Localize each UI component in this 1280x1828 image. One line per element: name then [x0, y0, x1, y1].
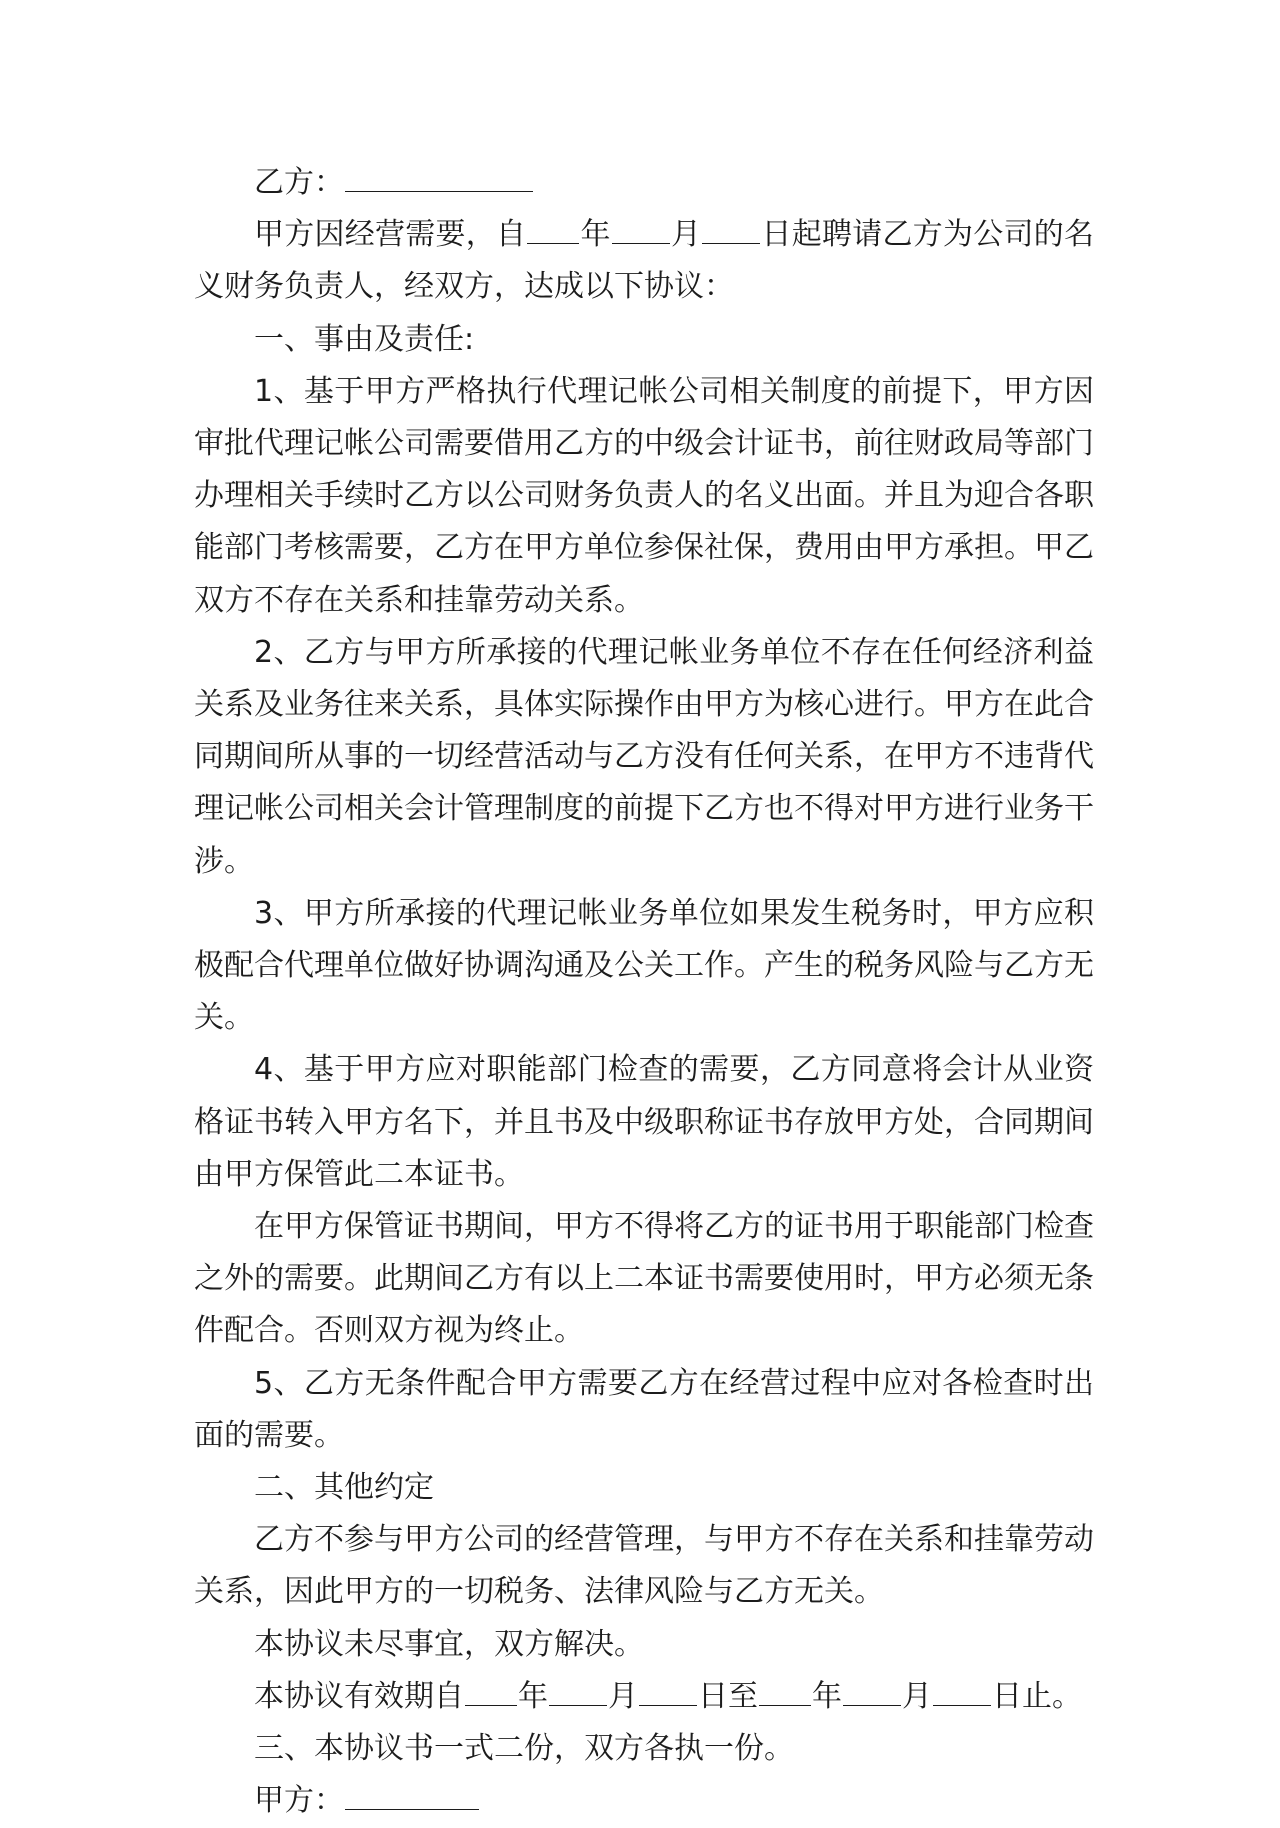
- party-a-signature-blank[interactable]: [345, 1779, 479, 1810]
- validity-end-year-blank[interactable]: [759, 1675, 811, 1706]
- section-1-title: 一、事由及责任:: [254, 321, 475, 357]
- validity-line: [194, 1671, 1094, 1723]
- intro-year-label: 年: [580, 217, 611, 253]
- validity-month-label: 月: [608, 1678, 638, 1714]
- validity-text-start: 本协议有效期自: [254, 1678, 464, 1714]
- clause-4: 4、基于甲方应对职能部门检查的需要，乙方同意将会计从业资格证书转入甲方名下，并且书及中级职称证书存放甲方处，合同期间由甲方保管此二本证书。: [194, 1052, 1094, 1192]
- validity-day-to-label: 日至: [698, 1678, 758, 1714]
- validity-month2-label: 月: [902, 1678, 932, 1714]
- validity-day-end-label: 日止。: [992, 1678, 1082, 1714]
- agreement-document: [194, 157, 1094, 1828]
- party-a-line: [194, 1775, 1094, 1827]
- clause-4-continued: 在甲方保管证书期间，甲方不得将乙方的证书用于职能部门检查之外的需要。此期间乙方有以上二本证书需要使用时，甲方必须无条件配合。否则双方视为终止。: [194, 1209, 1094, 1349]
- section-3-title: 三、本协议书一式二份，双方各执一份。: [254, 1731, 794, 1767]
- party-b-label: 乙方：: [254, 165, 344, 200]
- clause-3: 3、甲方所承接的代理记帐业务单位如果发生税务时，甲方应积极配合代理单位做好协调沟通及公关工作。产生的税务风险与乙方无关。: [194, 895, 1094, 1036]
- other-clause-1: 乙方不参与甲方公司的经营管理，与甲方不存在关系和挂靠劳动关系，因此甲方的一切税务、法律风险与乙方无关。: [194, 1522, 1094, 1610]
- intro-month-label: 月: [670, 217, 702, 253]
- intro-text-start: 甲方因经营需要，自: [254, 217, 527, 253]
- validity-end-month-blank[interactable]: [843, 1675, 901, 1706]
- clause-5: 5、乙方无条件配合甲方需要乙方在经营过程中应对各检查时出面的需要。: [194, 1365, 1094, 1453]
- intro-month-blank[interactable]: [612, 213, 670, 244]
- intro-day-blank[interactable]: [702, 213, 760, 244]
- party-b-line: [194, 157, 1094, 209]
- party-a-label: 甲方：: [254, 1783, 344, 1819]
- party-b-signature-blank[interactable]: [345, 161, 533, 192]
- validity-year-label: 年: [518, 1678, 548, 1714]
- clause-2: 2、乙方与甲方所承接的代理记帐业务单位不存在任何经济利益关系及业务往来关系，具体实际操作由甲方为核心进行。甲方在此合同期间所从事的一切经营活动与乙方没有任何关系，在甲方不违背代理记帐公司相关会计管理制度的前提下乙方也不得对甲方进行业务干涉。: [194, 634, 1094, 879]
- validity-start-year-blank[interactable]: [465, 1675, 517, 1706]
- validity-year2-label: 年: [812, 1678, 842, 1714]
- validity-end-day-blank[interactable]: [933, 1675, 991, 1706]
- intro-paragraph: [194, 209, 1094, 313]
- clause-1: 1、基于甲方严格执行代理记帐公司相关制度的前提下，甲方因审批代理记帐公司需要借用乙方的中级会计证书，前往财政局等部门办理相关手续时乙方以公司财务负责人的名义出面。并且为迎合各职能部门考核需要，乙方在甲方单位参保社保，费用由甲方承担。甲乙双方不存在关系和挂靠劳动关系。: [194, 373, 1094, 618]
- intro-text-end: 日起聘请乙方为公司的名义财务负责人，经双方，达成以下协议：: [194, 217, 1094, 305]
- section-2-title: 二、其他约定: [254, 1470, 434, 1506]
- intro-year-blank[interactable]: [527, 213, 579, 244]
- validity-start-month-blank[interactable]: [549, 1675, 607, 1706]
- other-clause-2: 本协议未尽事宜，双方解决。: [254, 1626, 644, 1662]
- validity-start-day-blank[interactable]: [639, 1675, 697, 1706]
